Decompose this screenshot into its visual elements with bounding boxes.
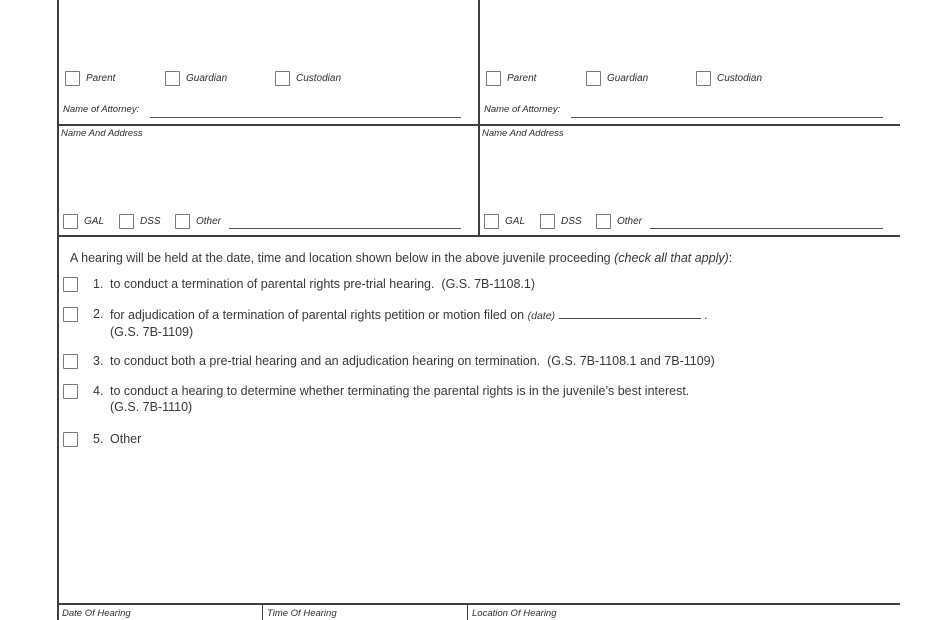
party-type-row-right — [478, 71, 900, 87]
name-address-label: Name And Address — [482, 128, 564, 139]
guardian-checkbox-right[interactable] — [586, 71, 601, 86]
gal-label: GAL — [84, 216, 105, 227]
dss-label: DSS — [140, 216, 161, 227]
date-label: (date) — [527, 310, 556, 322]
option-4-citation: (G.S. 7B-1110) — [110, 400, 193, 414]
dss-checkbox-right[interactable] — [540, 214, 555, 229]
guardian-checkbox-left[interactable] — [165, 71, 180, 86]
party-box-left — [57, 0, 478, 235]
option-2-checkbox[interactable] — [63, 307, 78, 322]
other-checkbox-left[interactable] — [175, 214, 190, 229]
hearing-option-4 — [63, 383, 888, 415]
footer-divider-2 — [467, 604, 468, 620]
parent-checkbox-right[interactable] — [486, 71, 501, 86]
footer-divider-1 — [262, 604, 263, 620]
option-4-text-line1: to conduct a hearing to determine whether terminating the parental rights is in the juvenile’s best interest. — [110, 384, 690, 398]
option-4-number: 4. — [93, 384, 104, 398]
hearing-intro-text: A hearing will be held at the date, time and location shown below in the above juvenile proceeding — [70, 251, 615, 265]
option-3-checkbox[interactable] — [63, 354, 78, 369]
option-3-text: to conduct both a pre-trial hearing and an adjudication hearing on termination. (G.S. 7B-1108.1 and 7B-1109) — [110, 354, 715, 368]
attorney-name-input-left[interactable] — [150, 103, 461, 118]
custodian-checkbox-left[interactable] — [275, 71, 290, 86]
other-checkbox-right[interactable] — [596, 214, 611, 229]
option-2-period: . — [704, 308, 708, 322]
gal-checkbox-left[interactable] — [63, 214, 78, 229]
dss-checkbox-left[interactable] — [119, 214, 134, 229]
option-4-checkbox[interactable] — [63, 384, 78, 399]
other-input-right[interactable] — [650, 215, 883, 229]
option-5-checkbox[interactable] — [63, 432, 78, 447]
other-input-left[interactable] — [229, 215, 461, 229]
hearing-intro — [70, 251, 900, 265]
option-1-checkbox[interactable] — [63, 277, 78, 292]
attorney-name-input-right[interactable] — [571, 103, 883, 118]
hearing-option-5 — [63, 431, 888, 447]
other-label: Other — [196, 216, 222, 227]
gal-checkbox-right[interactable] — [484, 214, 499, 229]
option-2-text — [110, 306, 708, 340]
hearing-option-1 — [63, 276, 888, 292]
custodian-label: Custodian — [296, 73, 342, 84]
party-box-right — [478, 0, 900, 235]
option-1-text: to conduct a termination of parental rights pre-trial hearing. (G.S. 7B-1108.1) — [110, 277, 535, 291]
option-5-text: Other — [110, 432, 142, 446]
option-2-text-before: for adjudication of a termination of parental rights petition or motion filed on — [110, 308, 528, 322]
attorney-name-label: Name of Attorney: — [63, 104, 140, 115]
check-all-that-apply-note: (check all that apply) — [614, 251, 729, 265]
hearing-option-3 — [63, 353, 888, 369]
date-filed-input[interactable] — [559, 306, 701, 319]
option-1-number: 1. — [93, 277, 104, 291]
other-label: Other — [617, 216, 643, 227]
custodian-label: Custodian — [717, 73, 763, 84]
role-row-left — [57, 214, 478, 230]
option-2-number: 2. — [93, 307, 104, 321]
party-type-row-left — [57, 71, 478, 87]
role-row-right — [478, 214, 900, 230]
attorney-name-label: Name of Attorney: — [484, 104, 561, 115]
location-of-hearing-label: Location Of Hearing — [472, 608, 557, 619]
hearing-section-bottom-rule — [57, 603, 900, 605]
dss-label: DSS — [561, 216, 582, 227]
option-2-citation: (G.S. 7B-1109) — [110, 325, 194, 339]
guardian-label: Guardian — [607, 73, 649, 84]
hearing-option-2 — [63, 306, 888, 340]
name-address-label: Name And Address — [61, 128, 143, 139]
parent-label: Parent — [507, 73, 537, 84]
parent-label: Parent — [86, 73, 116, 84]
time-of-hearing-label: Time Of Hearing — [267, 608, 337, 619]
option-4-text — [110, 383, 689, 415]
option-3-number: 3. — [93, 354, 104, 368]
guardian-label: Guardian — [186, 73, 228, 84]
option-5-number: 5. — [93, 432, 104, 446]
parent-checkbox-left[interactable] — [65, 71, 80, 86]
gal-label: GAL — [505, 216, 526, 227]
party-section-bottom-rule — [57, 235, 900, 237]
custodian-checkbox-right[interactable] — [696, 71, 711, 86]
date-of-hearing-label: Date Of Hearing — [62, 608, 131, 619]
hearing-intro-colon: : — [728, 251, 733, 265]
